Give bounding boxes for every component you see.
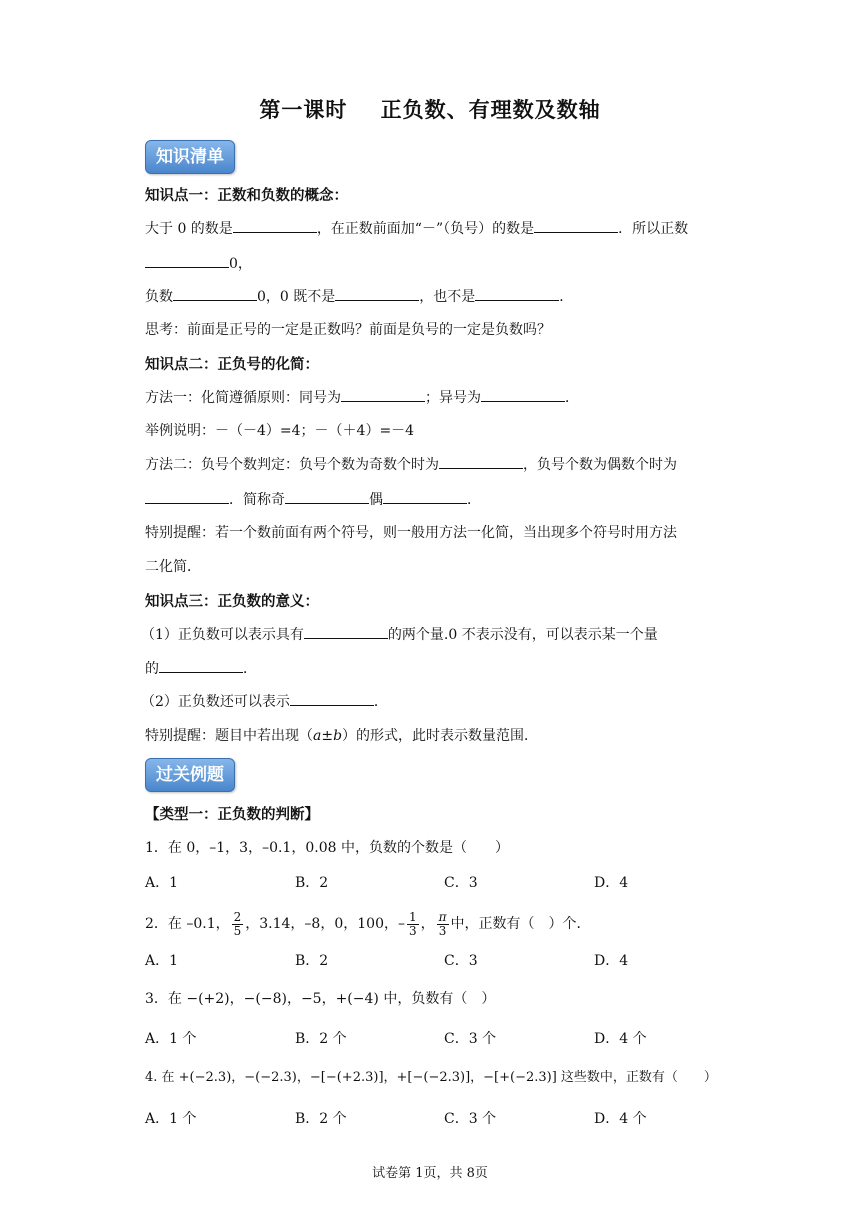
text: ，负号个数为偶数个时为 xyxy=(523,457,677,473)
fill-blank xyxy=(534,219,618,233)
fill-blank xyxy=(145,254,229,268)
q3-option-d: D．4 个 xyxy=(594,1031,647,1047)
fill-blank xyxy=(304,625,388,639)
k2-remind-line2: 二化简． xyxy=(145,559,201,575)
k1-line2 xyxy=(145,254,252,274)
text: 偶 xyxy=(369,492,383,508)
q2-option-b: B．2 xyxy=(295,953,329,969)
q3-option-a: A．1 个 xyxy=(145,1031,197,1047)
k1-line1 xyxy=(145,219,688,239)
q4-option-c: C．3 个 xyxy=(444,1111,497,1127)
fill-blank xyxy=(290,692,374,706)
k2-method2-line1 xyxy=(145,455,677,475)
text: ．所以正数 xyxy=(618,221,689,237)
numerator: π xyxy=(438,909,447,924)
k3-item1-line1 xyxy=(141,625,658,645)
text: 方法二：负号个数判定：负号个数为奇数个时为 xyxy=(145,457,439,473)
text: ）的形式，此时表示数量范围． xyxy=(342,728,539,744)
fraction-two-fifths xyxy=(232,911,244,938)
fill-blank xyxy=(475,287,559,301)
math-var: a±b xyxy=(313,728,343,744)
section-badge-examples: 过关例题 xyxy=(145,758,235,792)
q3-stem: 3．在 −(+2)，−(−8)，−5，+(−4) 中，负数有（ ） xyxy=(145,991,496,1007)
q4-stem: 4. 在 +(−2.3)，−(−2.3)，−[−(+2.3)]，+[−(−2.3)]，−[+(−2.3)] 这些数中，正数有（ ） xyxy=(145,1070,717,1085)
fill-blank xyxy=(341,388,425,402)
q4-option-a: A．1 个 xyxy=(145,1111,197,1127)
q1-option-a: A．1 xyxy=(145,875,179,891)
text: 2．在 –0.1， xyxy=(145,916,230,932)
text: （1）正负数可以表示具有 xyxy=(141,627,304,643)
page-footer: 试卷第 1页，共 8页 xyxy=(372,1166,488,1181)
denominator: 3 xyxy=(408,923,417,938)
text: 中，正数有（ ）个． xyxy=(450,916,591,932)
k1-heading: 知识点一：正数和负数的概念： xyxy=(145,188,348,204)
text: （2）正负数还可以表示 xyxy=(141,694,290,710)
fraction-pi-third xyxy=(437,911,449,938)
text: ，也不是 xyxy=(419,289,476,305)
text: 特别提醒：题目中若出现（ xyxy=(145,728,313,744)
fill-blank xyxy=(159,659,243,673)
k3-remind xyxy=(145,726,538,746)
q1-stem: 1．在 0，–1，3，–0.1，0.08 中，负数的个数是（ ） xyxy=(145,840,509,856)
q1-option-b: B．2 xyxy=(295,875,329,891)
fill-blank xyxy=(439,455,523,469)
q4-option-d: D．4 个 xyxy=(594,1111,647,1127)
k2-remind-line1: 特别提醒：若一个数前面有两个符号，则一般用方法一化简，当出现多个符号时用方法 xyxy=(145,525,677,541)
text: ；异号为 xyxy=(425,390,481,406)
text: ． xyxy=(467,492,481,508)
q1-option-d: D．4 xyxy=(594,875,629,891)
text: ． xyxy=(559,289,574,305)
k2-example: 举例说明：－（－4）=4；－（＋4）=－4 xyxy=(145,423,415,439)
fill-blank xyxy=(481,388,565,402)
k3-item2 xyxy=(141,692,388,712)
text: ，3.14，–8，0，100，– xyxy=(245,916,405,932)
fill-blank xyxy=(145,490,229,504)
q2-option-c: C．3 xyxy=(444,953,478,969)
numerator: 1 xyxy=(408,909,417,924)
text: 方法一：化简遵循原则：同号为 xyxy=(145,390,341,406)
fill-blank xyxy=(285,490,369,504)
text: ． xyxy=(243,661,257,677)
fill-blank xyxy=(383,490,467,504)
k1-line3 xyxy=(145,287,573,307)
numerator: 2 xyxy=(233,909,242,924)
k3-heading: 知识点三：正负数的意义： xyxy=(145,594,319,610)
text: 0，0 既不是 xyxy=(257,289,336,305)
type-heading: 【类型一：正负数的判断】 xyxy=(145,807,319,823)
text: 的 xyxy=(145,661,159,677)
q2-option-d: D．4 xyxy=(594,953,629,969)
page-title: 第一课时 正负数、有理数及数轴 xyxy=(259,97,601,122)
text: 负数 xyxy=(145,289,173,305)
text: 0， xyxy=(229,256,252,272)
k1-think: 思考：前面是正号的一定是正数吗？前面是负号的一定是负数吗？ xyxy=(145,322,551,338)
q2-option-a: A．1 xyxy=(145,953,179,969)
q4-option-b: B．2 个 xyxy=(295,1111,347,1127)
denominator: 3 xyxy=(438,923,447,938)
k2-method1 xyxy=(145,388,579,408)
fraction-one-third xyxy=(407,911,419,938)
q3-option-b: B．2 个 xyxy=(295,1031,347,1047)
q3-option-c: C．3 个 xyxy=(444,1031,497,1047)
denominator: 5 xyxy=(233,923,242,938)
text: ． xyxy=(373,694,388,710)
fill-blank xyxy=(335,287,419,301)
k3-item1-line2 xyxy=(145,659,257,679)
text: ． xyxy=(565,390,579,406)
text: ， xyxy=(420,916,435,932)
fill-blank xyxy=(233,219,317,233)
q1-option-c: C．3 xyxy=(444,875,478,891)
text: 的两个量.0 不表示没有，可以表示某一个量 xyxy=(387,627,658,643)
k2-method2-line2 xyxy=(145,490,481,510)
text: ．简称奇 xyxy=(229,492,285,508)
text: ，在正数前面加“－”（负号）的数是 xyxy=(316,221,535,237)
text: 大于 0 的数是 xyxy=(145,221,233,237)
fill-blank xyxy=(173,287,257,301)
k2-heading: 知识点二：正负号的化简： xyxy=(145,357,319,373)
q2-stem xyxy=(145,909,591,939)
section-badge-knowledge: 知识清单 xyxy=(145,140,235,174)
